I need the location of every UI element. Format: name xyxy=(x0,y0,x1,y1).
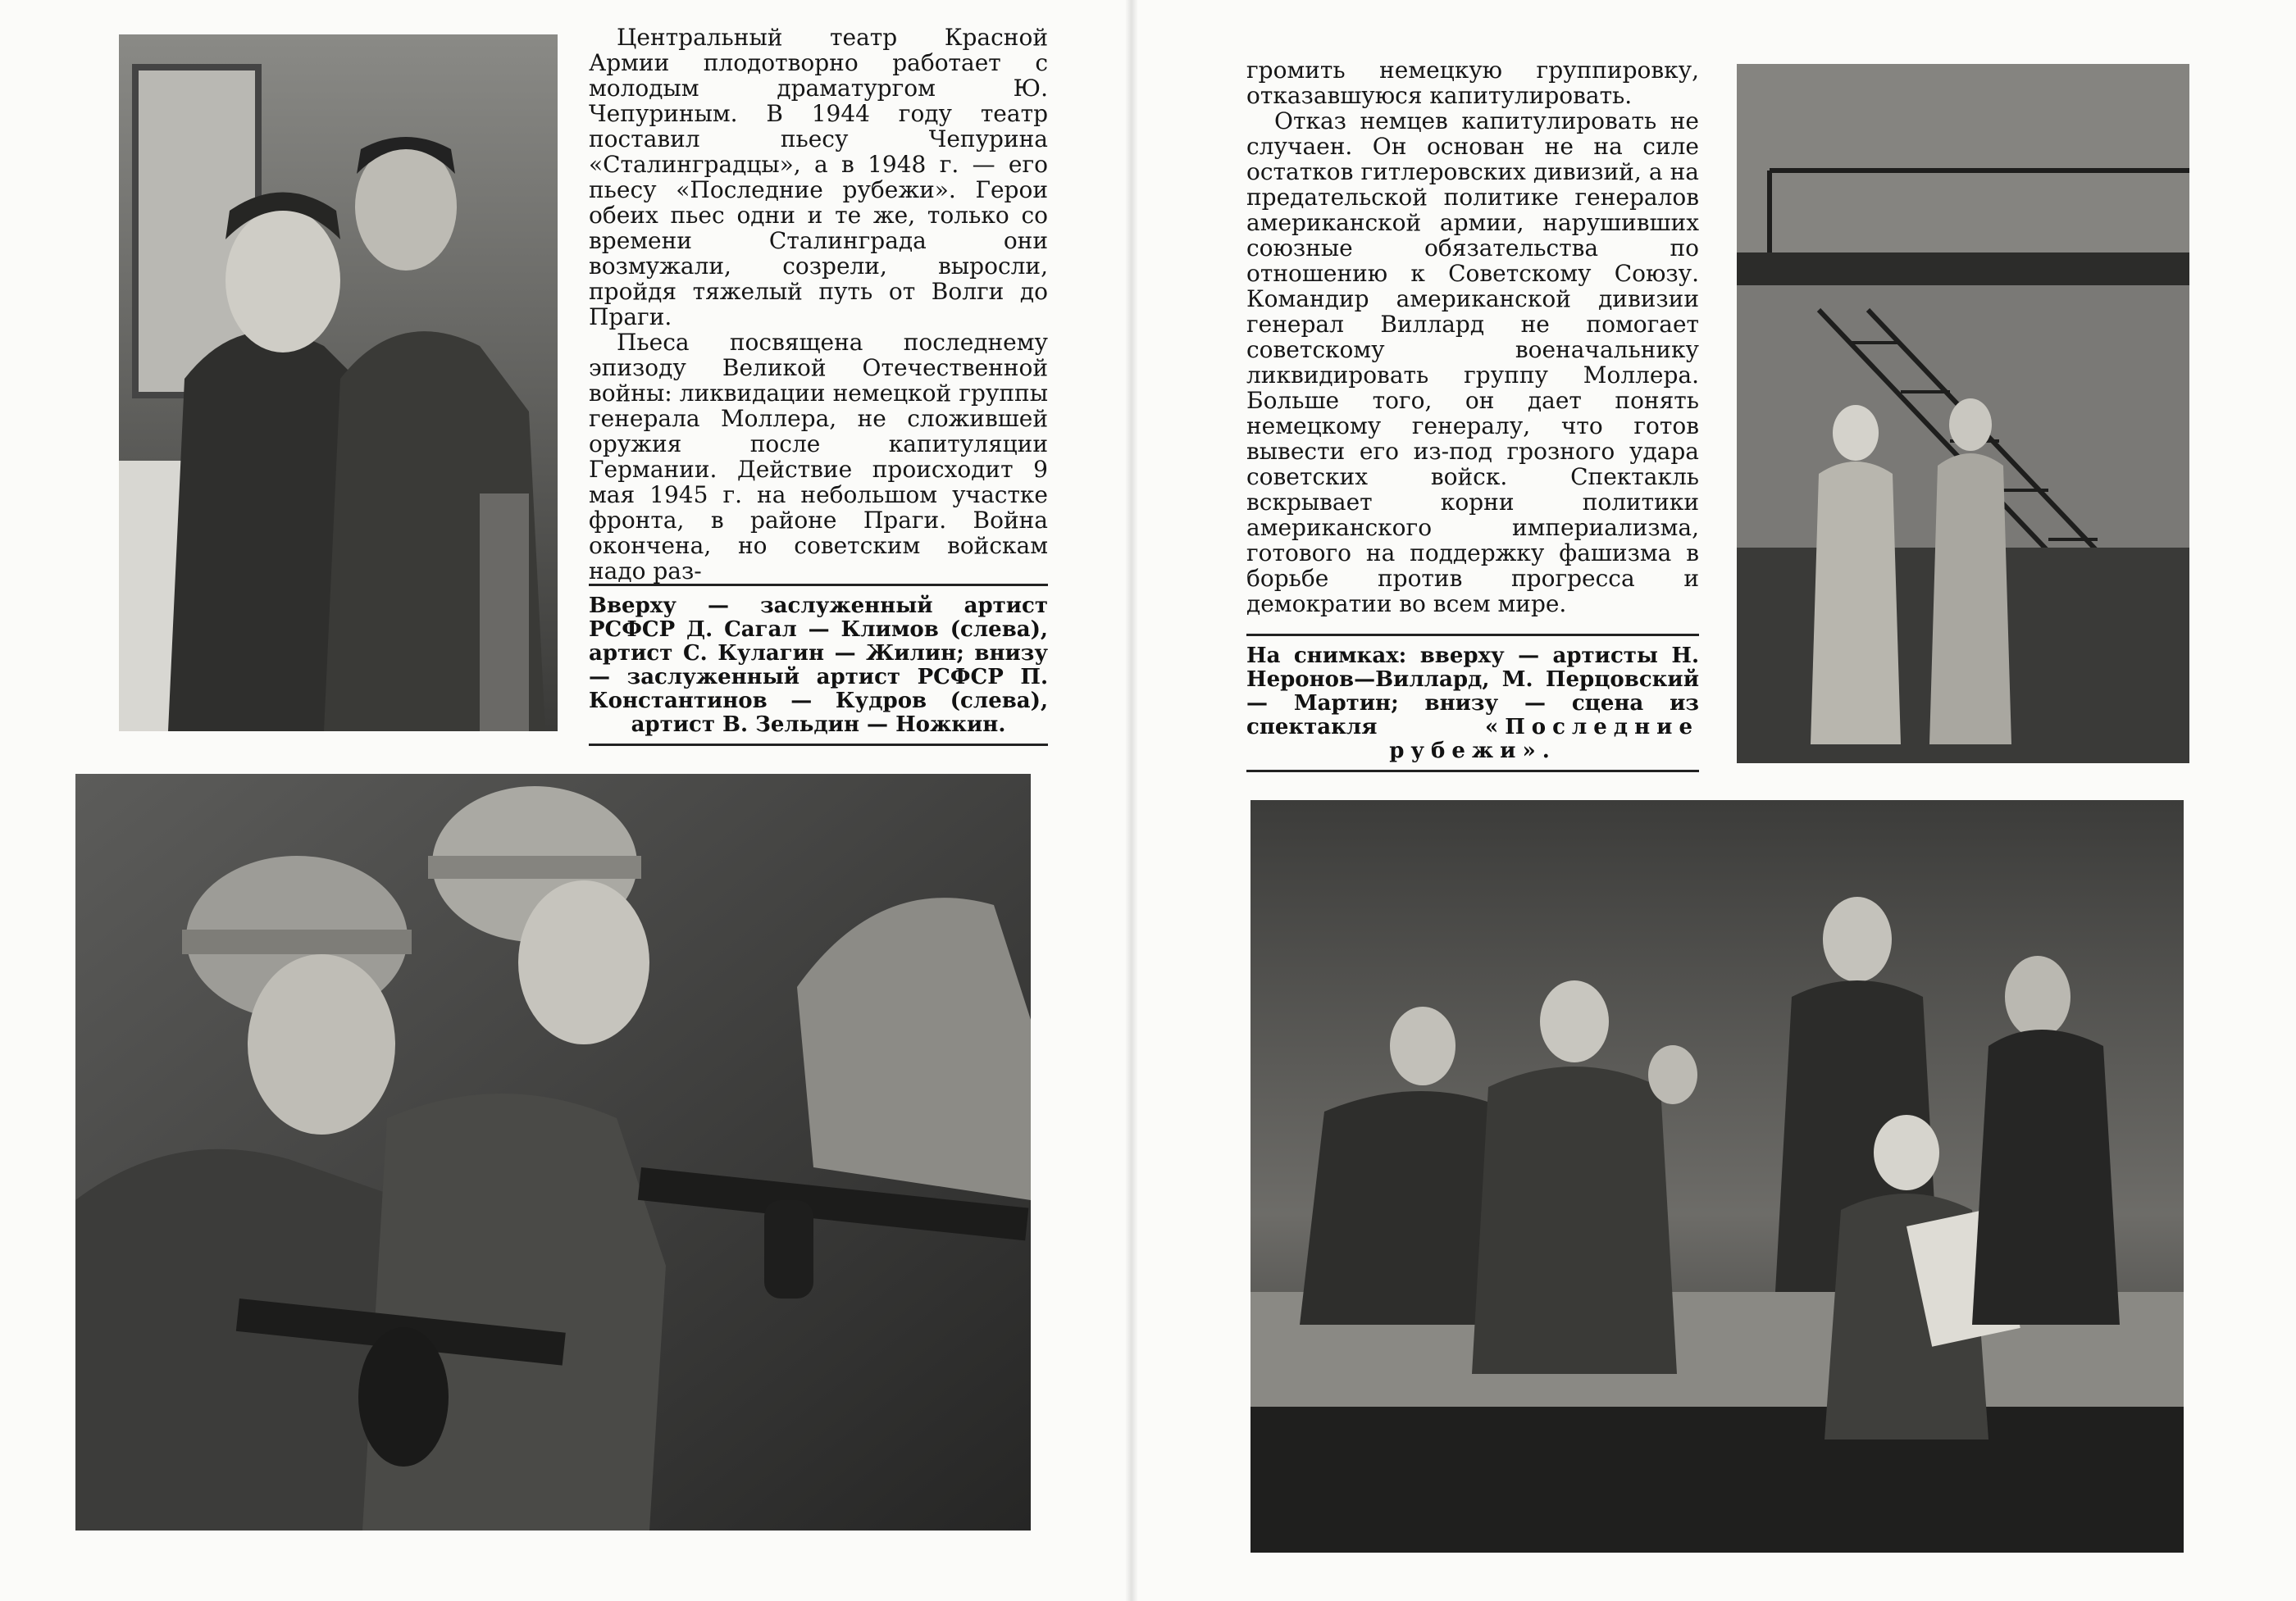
caption-text: На снимках: вверху — артисты Н. Неронов—Виллард, М. Перцовский — Мартин; внизу — сцена из спектакля xyxy=(1246,644,1699,739)
caption-play-title: «Последние рубежи». xyxy=(1389,715,1699,763)
photo-stage-scene-soldiers xyxy=(1250,800,2184,1553)
photo-soldiers-helmets xyxy=(75,774,1031,1531)
photo-officers-seated xyxy=(119,34,558,731)
photo-caption-right xyxy=(1246,634,1699,772)
paragraph: Пьеса посвящена последнему эпизоду Великой Отечественной войны: ликвидации немецкой группы генерала Моллера, не сложившей оружия после капитуляции Германии. Действие происходит 9 мая 1945 г. на небольшом участке фронта, в районе Праги. Война окончена, но советским войскам надо раз- xyxy=(589,329,1048,584)
caption-text: Вверху — заслуженный артист РСФСР Д. Сагал — Климов (слева), артист С. Кулагин — Жилин; внизу — заслуженный артист РСФСР П. Константинов — Кудров (слева), артист В. Зельдин — Ножкин. xyxy=(589,594,1048,737)
article-text-left xyxy=(589,25,1048,584)
page-gutter xyxy=(1125,0,1138,1601)
paragraph: громить немецкую группировку, отказавшуюся капитулировать. xyxy=(1246,57,1699,109)
paragraph: Отказ немцев капитулировать не случаен. Он основан не на силе остатков гитлеровских дивизий, а на предательской политике генералов американской армии, нарушивших союзные обязательства по отношению к Советскому Союзу. Командир американской дивизии генерал Виллард не помогает советскому военачальнику ликвидировать группу Моллера. Больше того, он дает понять немецкому генералу, что готов вывести его из-под грозного удара советских войск. Спектакль вскрывает корни политики американского империализма, готового на поддержку фашизма в борьбе против прогресса и демократии во всем мире. xyxy=(1246,107,1699,617)
article-text-right xyxy=(1246,57,1699,616)
photo-stage-staircase xyxy=(1737,64,2189,763)
paragraph: Центральный театр Красной Армии плодотворно работает с молодым драматургом Ю. Чепуриным. В 1944 году театр поставил пьесу Чепурина «Сталинградцы», а в 1948 г. — его пьесу «Последние рубежи». Герои обеих пьес одни и те же, только со времени Сталинграда они возмужали, созрели, выросли, пройдя тяжелый путь от Волги до Праги. xyxy=(589,24,1048,330)
photo-caption-left xyxy=(589,584,1048,746)
